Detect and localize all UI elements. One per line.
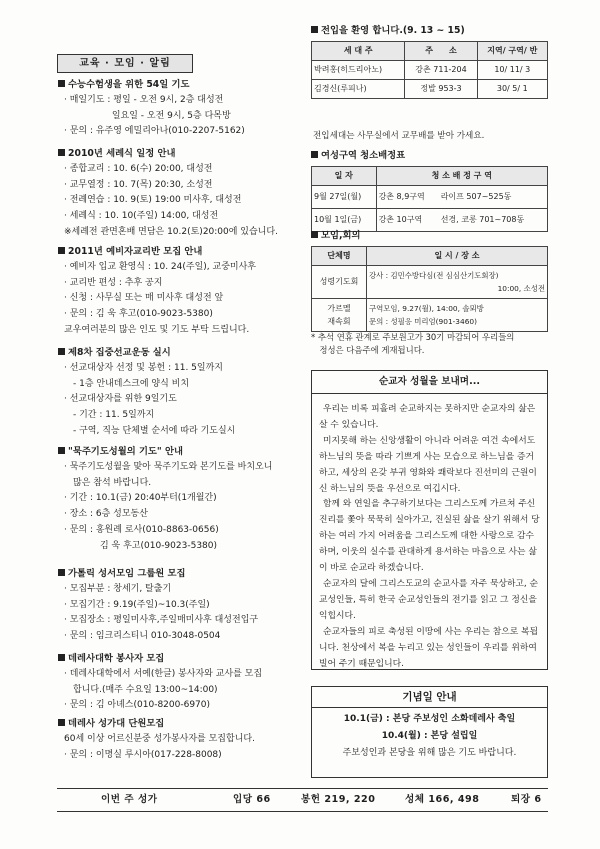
notice-title: 데레사대학 봉사자 모집 [68,653,165,664]
notice-line: · 전례연습 : 10. 9(토) 19:00 미사후, 대성전 [64,195,242,206]
notice-title: "묵주기도성월의 기도" 안내 [68,446,183,457]
notice-section [58,651,262,714]
notice-line: · 선교대상자 선정 및 봉헌 : 11. 5일까지 [64,362,223,373]
table-cell: 박려홍(히드리아노) [312,61,405,80]
table-cell: 강사 : 김민수방다심(전 심심산기도회장) [369,271,499,280]
notice-line: 합니다.(매주 수요일 13:00~14:00) [64,684,218,695]
transfer-table [311,41,548,99]
hymns-footer [57,788,548,812]
notice-title: 제8차 집중선교운동 실시 [68,347,171,358]
notice-section [58,345,235,440]
notice-title: 2010년 세례식 일정 안내 [68,148,176,159]
table-cell: 30/ 5/ 1 [477,80,547,99]
notice-line: 많은 참석 바랍니다. [64,477,152,488]
notice-line: · 모집부분 : 창세기, 탈출기 [64,583,172,594]
notice-line: ※세례전 관면혼배 면담은 10.2(토)20:00에 있습니다. [64,226,278,237]
table-row [312,266,548,299]
footer-entrance: 입당 66 [233,794,271,805]
meeting-header-time-place: 일 시 / 장 소 [367,247,548,266]
table-cell: 라이프 507~525동 [439,186,548,209]
meeting-title: 모임,회의 [321,230,361,241]
table-cell: 9월 27일(월) [312,186,377,209]
table-cell: 10월 1일(금) [312,209,377,232]
table-row [312,299,548,332]
memorial-title: 기념일 안내 [312,687,547,708]
cleaning-header-date: 일 자 [312,167,377,186]
notice-line: · 문의 : 유주영 에밀리아나(010-2207-5162) [64,126,245,137]
notice-title: 2011년 예비자교리반 모집 안내 [68,246,203,257]
cleaning-header-area: 청 소 배 정 구 역 [376,167,547,186]
table-cell: 10:00, 소성전 [497,284,545,293]
square-bullet-icon [311,151,318,158]
notice-line: · 문의 : 김 아녜스(010-8200-6970) [64,700,211,711]
notice-title-row [58,77,245,93]
martyrs-month-box [311,370,548,670]
notice-line: · 예비자 입교 환영식 : 10. 24(주일), 교중미사후 [64,261,256,272]
table-cell: 10/ 11/ 3 [477,61,547,80]
notice-line: · 세례식 : 10. 10(주일) 14:00, 대성전 [64,211,219,222]
notice-line: · 교리반 편성 : 추후 공지 [64,277,163,288]
notice-line: - 구역, 직능 단체별 순서에 따라 기도실시 [64,425,236,436]
notice-title-row [58,566,258,582]
footer-recessional: 퇴장 6 [511,794,542,805]
meeting-section [311,228,360,244]
notice-line: · 묵주기도성월을 맞아 묵주기도와 본기도를 바치오니 [64,461,273,472]
notice-title-row [58,244,256,260]
paragraph: 순교자의 달에 그리스도교의 순교사를 자주 묵상하고, 순교성인들, 특히 한국 순교성인들의 전기를 읽고 그 정신을 익힙시다. [319,578,539,621]
meeting-note [311,331,514,357]
square-bullet-icon [58,719,65,726]
notice-line: · 문의 : 임크리스티니 010-3048-0504 [64,631,221,642]
notice-line: · 종합교리 : 10. 6(수) 20:00, 대성전 [64,163,213,174]
table-cell: 강촌 10구역 [376,209,439,232]
notice-line: 교우여러분의 많은 인도 및 기도 부탁 드립니다. [64,324,250,335]
table-cell: 구역모임, 9.27(월), 14:00, 솔뫼방 [369,304,484,313]
cleaning-table [311,166,548,232]
memorial-line: 10.4(월) : 본당 설립일 [381,731,478,741]
notice-line: · 문의 : 홍원례 로사(010-8863-0656) [64,524,219,535]
square-bullet-icon [58,149,65,156]
notice-title: 가톨릭 성서모임 그룹원 모집 [68,568,186,579]
notice-section [58,77,245,140]
notice-line: · 선교대상자를 위한 9일기도 [64,394,177,405]
notice-section [58,566,258,645]
transfer-section [311,23,465,39]
square-bullet-icon [58,654,65,661]
section-header-education: 교육 · 모임 · 알림 [57,54,193,73]
martyrs-box-title: 순교자 성월을 보내며... [312,371,547,394]
notice-section [58,444,272,555]
table-cell: 문의 : 성필응 미리엄(901-3460) [369,317,478,326]
square-bullet-icon [58,247,65,254]
notice-line: 김 욱 후고(010-9023-5380) [64,540,218,551]
memorial-line: 10.1(금) : 본당 주보성인 소화데레사 축일 [343,714,516,724]
notice-title-row [58,345,235,361]
notice-title: 데레사 성가대 단원모집 [68,718,165,729]
notice-section [58,146,278,241]
table-cell: 정발 953-3 [405,80,477,99]
cleaning-section [311,148,405,164]
table-cell: 성령기도회 [312,266,367,299]
notice-title-row [58,651,262,667]
notice-line: · 기간 : 10.1(금) 20:40부터(1개월간) [64,493,217,504]
note-line: * 추석 연휴 관계로 주보원고가 30기 마감되어 우리들의 [311,332,515,342]
transfer-header-head: 세 대 주 [312,42,405,61]
notice-line: · 장소 : 6층 성모동산 [64,509,148,520]
memorial-box [311,686,548,778]
transfer-title: 전입을 환영 합니다.(9. 13 ~ 15) [321,25,465,36]
footer-communion: 성체 166, 498 [405,794,480,805]
notice-line: 일요일 - 오전 9시, 5층 다목방 [64,110,231,121]
paragraph: 순교자들의 피로 축성된 이땅에 사는 우리는 참으로 복됩니다. 천상에서 복을 누리고 있는 성인들이 우리를 위하여 빌어 주기 때문입니다. [319,626,539,669]
table-cell: 김경신(루피나) [312,80,405,99]
transfer-header-region: 지역/ 구역/ 반 [477,42,547,61]
notice-line: · 매일기도 : 평일 - 오전 9시, 2층 대성전 [64,94,224,105]
transfer-note: 전입세대는 사무실에서 교무배를 받아 가세요. [313,131,485,141]
table-cell: 강촌 8,9구역 [376,186,439,209]
paragraph: 미지못해 하는 신앙생활이 아니라 어려운 여건 속에서도 하느님의 뜻을 따라 기쁘게 사는 모습으로 하느님을 증거하고, 세상의 온갖 부귀 영화와 쾌락보다 진선미의 근원이신 하느님의 뜻을 우선으로 여깁시다. [319,435,537,494]
meeting-header-group: 단체명 [312,247,367,266]
notice-title-row [58,444,272,460]
notice-line: · 신청 : 사무실 또는 매 미사후 대성전 앞 [64,293,224,304]
table-cell: 선경, 코롱 701~708동 [439,209,548,232]
notice-line: · 교무열정 : 10. 7(목) 20:30, 소성전 [64,179,213,190]
paragraph: 함께 와 연일을 추구하기보다는 그리스도께 가르쳐 주신 진리를 쫓아 묵묵히 실아가고, 진실된 삶을 살기 위해서 당하는 여러 가지 어려움을 그리스도께 대한 사랑으로 감수하며, 이웃의 실수를 관대하게 용서하는 마음으로 사는 삶이 바로 순교라 하겠습니다. [319,499,540,574]
table-cell: 강촌 711-204 [405,61,477,80]
notice-title-row [58,146,278,162]
table-row [312,80,548,99]
square-bullet-icon [311,231,318,238]
notice-section [58,244,256,339]
meeting-table [311,246,548,332]
notice-title-row [58,716,255,732]
cleaning-title: 여성구역 청소배정표 [321,150,406,161]
notice-line: - 기간 : 11. 5일까지 [64,410,155,421]
notice-line: 60세 이상 어르신분중 성가봉사자를 모집합니다. [64,733,255,744]
square-bullet-icon [58,348,65,355]
notice-line: · 문의 : 김 욱 후고(010-9023-5380) [64,309,213,320]
notice-line: · 모집장소 : 평일미사후,주일매미사후 대성전입구 [64,615,259,626]
square-bullet-icon [58,569,65,576]
notice-line: · 문의 : 이명실 루시아(017-228-8008) [64,749,222,760]
footer-offertory: 봉헌 219, 220 [301,794,376,805]
memorial-line: 주보성인과 본당을 위해 많은 기도 바랍니다. [342,748,517,758]
footer-label: 이번 주 성가 [101,794,158,805]
table-row [312,186,548,209]
table-row [312,61,548,80]
square-bullet-icon [58,447,65,454]
paragraph: 우리는 비록 피흘려 순교하지는 못하지만 순교자의 삶은 살 수 있습니다. [319,404,536,430]
note-line: 정성은 다음주에 게재됩니다. [311,345,425,355]
notice-line: · 데레사대학에서 서예(한글) 봉사자와 교사를 모집 [64,668,263,679]
square-bullet-icon [311,26,318,33]
square-bullet-icon [58,80,65,87]
notice-title: 수능수험생을 위한 54일 기도 [68,79,190,90]
notice-line: - 1층 안내데스크에 양식 비치 [64,378,190,389]
table-cell: 가르멜 재속회 [312,299,367,332]
notice-line: · 모집기간 : 9.19(주일)~10.3(주일) [64,599,210,610]
notice-section [58,716,255,763]
transfer-header-address: 주 소 [405,42,477,61]
